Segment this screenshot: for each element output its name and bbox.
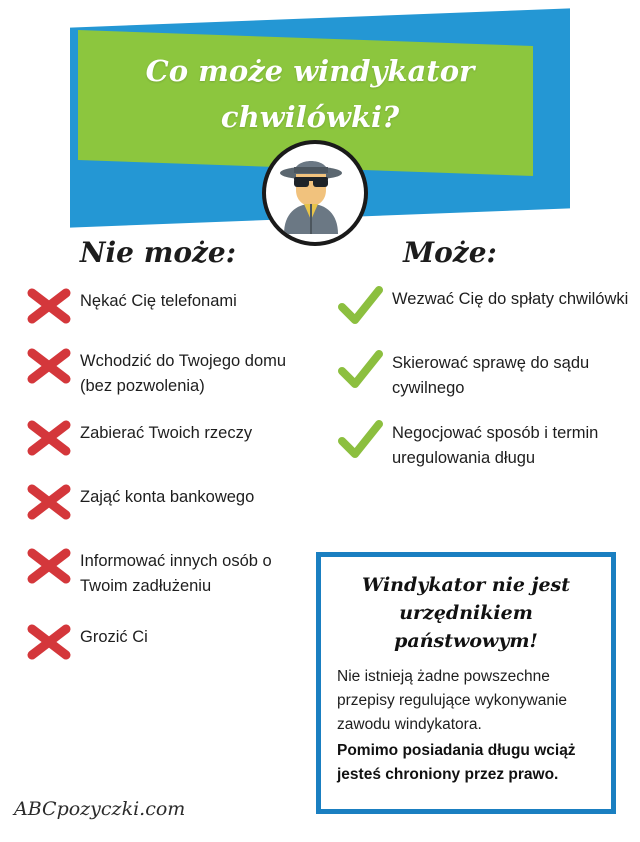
page-title-line2: chwilówki? [220,100,400,134]
red-cross-icon [18,621,80,667]
list-item-label: Informować innych osób o Twoim zadłużeniu [80,552,272,595]
column-cannot [18,236,318,681]
red-cross-icon [18,285,80,331]
list-item [18,621,318,667]
list-item-label: Skierować sprawę do sądu cywilnego [392,354,590,397]
callout-body-text: Nie istnieją żadne powszechne przepisy regulujące wykonywanie zawodu windykatora. [337,668,568,733]
callout-bold-text: Pomimo posiadania długu wciąż jesteś chroniony przez prawo. [337,742,576,783]
list-item [18,345,318,399]
column-can [330,236,630,489]
list-item [330,419,630,471]
list-item-label: Wchodzić do Twojego domu (bez pozwolenia) [80,352,287,395]
spy-detective-avatar-icon [262,140,368,246]
green-check-icon [330,349,392,395]
green-check-icon [330,419,392,465]
callout-title-line2: urzędnikiem państwowym! [394,602,538,652]
list-item [18,481,318,527]
red-cross-icon [18,481,80,527]
brand-footer: ABCpozyczki.com [14,798,186,820]
green-check-icon [330,285,392,331]
list-item-label: Wezwać Cię do spłaty chwilówki [392,290,629,308]
list-item-label: Negocjować sposób i termin uregulowania długu [392,424,599,467]
list-item-label: Nękać Cię telefonami [80,292,237,310]
list-item [18,285,318,331]
callout-title-line1: Windykator nie jest [361,574,571,596]
red-cross-icon [18,345,80,391]
callout-title [337,571,595,655]
red-cross-icon [18,545,80,591]
column-can-heading: Może: [403,236,497,269]
list-item [18,417,318,463]
list-item-label: Grozić Ci [80,628,148,646]
list-item-label: Zabierać Twoich rzeczy [80,424,253,442]
list-item [330,285,630,331]
list-item-label: Zająć konta bankowego [80,488,255,506]
red-cross-icon [18,417,80,463]
page-title [95,48,525,140]
list-item [330,349,630,401]
column-cannot-heading: Nie może: [79,236,237,269]
callout-box [316,552,616,814]
page-title-line1: Co może windykator [145,54,475,88]
list-item [18,545,318,599]
